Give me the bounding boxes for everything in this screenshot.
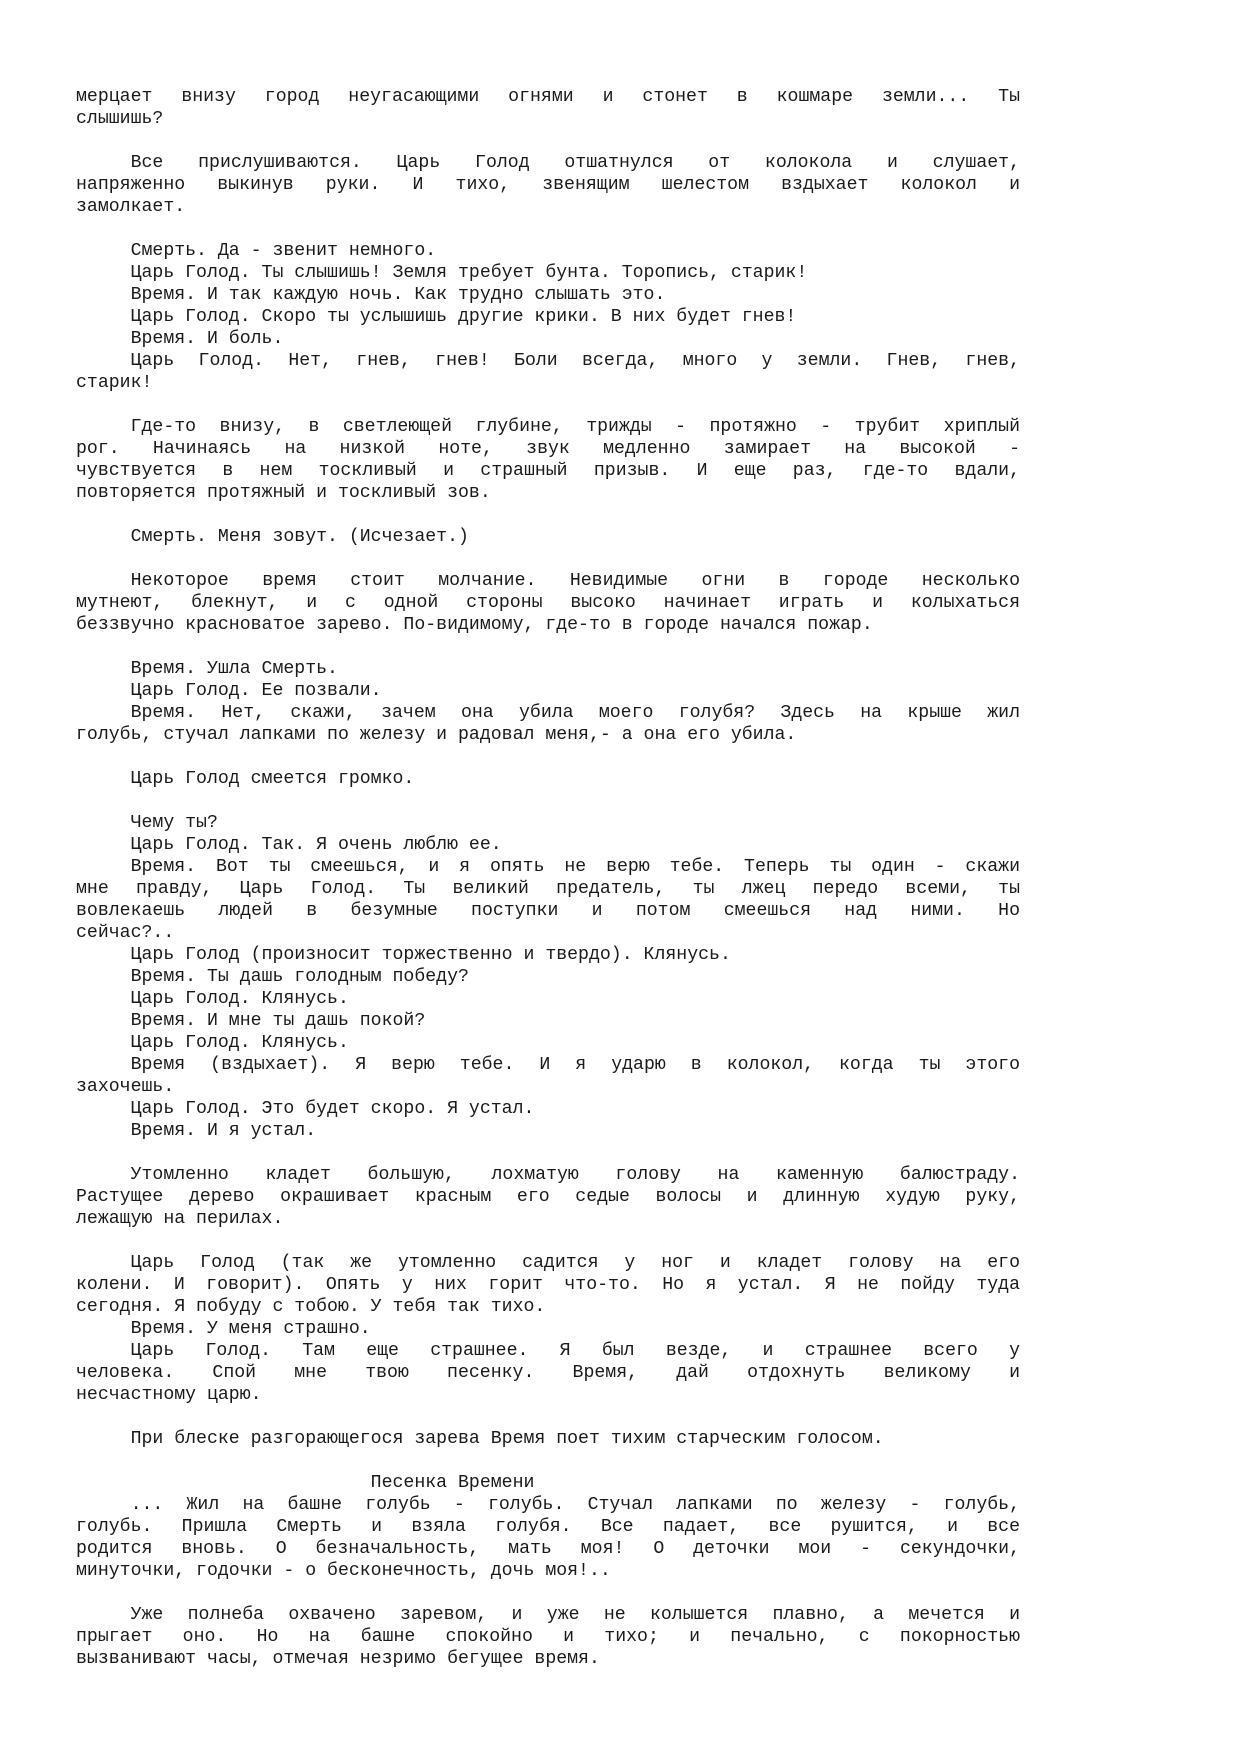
text-line: Время (вздыхает). Я верю тебе. И я ударю в колокол, когда ты этого: [130, 1055, 1020, 1075]
text-line: слышишь?: [76, 109, 164, 129]
text-line: Царь Голод (так же утомленно садится у ног и кладет голову на его: [130, 1253, 1020, 1273]
text-line: Все прислушиваются. Царь Голод отшатнулся от колокола и слушает,: [130, 153, 1020, 173]
text-line: беззвучно красноватое зарево. По-видимому, где-то в городе начался пожар.: [76, 615, 873, 635]
text-line: Царь Голод. Скоро ты услышишь другие крики. В них будет гнев!: [76, 307, 797, 327]
text-line: старик!: [76, 373, 153, 393]
text-line: Время. Ты дашь голодным победу?: [76, 967, 469, 987]
text-line: Смерть. Меня зовут. (Исчезает.): [76, 527, 469, 547]
text-line: Время. Ушла Смерть.: [76, 659, 338, 679]
document-page: [76, 86, 1020, 1670]
text-line: Царь Голод. Это будет скоро. Я устал.: [76, 1099, 535, 1119]
text-line: Время. Нет, скажи, зачем она убила моего голубя? Здесь на крыше жил: [130, 703, 1020, 723]
blank-line: [76, 790, 1020, 812]
text-line: колени. И говорит). Опять у них горит что-то. Но я устал. Я не пойду туда: [76, 1275, 1020, 1295]
text-line: Царь Голод (произносит торжественно и твердо). Клянусь.: [76, 945, 731, 965]
text-line: Царь Голод. Ты слышишь! Земля требует бунта. Торопись, старик!: [76, 263, 808, 283]
text-line: мне правду, Царь Голод. Ты великий предатель, ты лжец передо всеми, ты: [76, 879, 1020, 899]
text-line: Царь Голод смеется громко.: [76, 769, 415, 789]
text-line: Утомленно кладет большую, лохматую голову на каменную балюстраду.: [130, 1165, 1020, 1185]
text-line: повторяется протяжный и тоскливый зов.: [76, 483, 491, 503]
blank-line: [76, 394, 1020, 416]
blank-line: [76, 1230, 1020, 1252]
text-line: Царь Голод. Клянусь.: [76, 989, 349, 1009]
text-line: Время. И мне ты дашь покой?: [76, 1011, 426, 1031]
text-line: мерцает внизу город неугасающими огнями и стонет в кошмаре земли... Ты: [76, 87, 1020, 107]
blank-line: [76, 1142, 1020, 1164]
text-line: Где-то внизу, в светлеющей глубине, трижды - протяжно - трубит хриплый: [130, 417, 1020, 437]
blank-line: [76, 1582, 1020, 1604]
text-line: Растущее дерево окрашивает красным его седые волосы и длинную худую руку,: [76, 1187, 1020, 1207]
blank-line: [76, 1450, 1020, 1472]
text-line: Чему ты?: [76, 813, 218, 833]
blank-line: [76, 636, 1020, 658]
text-line: мутнеют, блекнут, и с одной стороны высоко начинает играть и колыхаться: [76, 593, 1020, 613]
text-line: напряженно выкинув руки. И тихо, звенящим шелестом вздыхает колокол и: [76, 175, 1020, 195]
text-line: сегодня. Я побуду с тобою. У тебя так тихо.: [76, 1297, 546, 1317]
text-line: вызванивают часы, отмечая незримо бегущее время.: [76, 1649, 600, 1669]
text-line: минуточки, годочки - о бесконечность, дочь моя!..: [76, 1561, 611, 1581]
blank-line: [76, 746, 1020, 768]
text-line: Некоторое время стоит молчание. Невидимые огни в городе несколько: [130, 571, 1020, 591]
text-line: голубь, стучал лапками по железу и радовал меня,- а она его убила.: [76, 725, 797, 745]
text-line: Уже полнеба охвачено заревом, и уже не колышется плавно, а мечется и: [130, 1605, 1020, 1625]
text-line: захочешь.: [76, 1077, 175, 1097]
text-line: прыгает оно. Но на башне спокойно и тихо; и печально, с покорностью: [76, 1627, 1020, 1647]
text-line: лежащую на перилах.: [76, 1209, 284, 1229]
blank-line: [76, 1406, 1020, 1428]
text-line: родится вновь. О безначальность, мать моя! О деточки мои - секундочки,: [76, 1539, 1020, 1559]
text-line: вовлекаешь людей в безумные поступки и потом смеешься над ними. Но: [76, 901, 1020, 921]
blank-line: [76, 504, 1020, 526]
text-line: Смерть. Да - звенит немного.: [76, 241, 437, 261]
text-line: Песенка Времени: [76, 1473, 535, 1493]
text-line: Царь Голод. Ее позвали.: [76, 681, 382, 701]
text-line: Время. Вот ты смеешься, и я опять не верю тебе. Теперь ты один - скажи: [130, 857, 1020, 877]
blank-line: [76, 130, 1020, 152]
text-line: Царь Голод. Так. Я очень люблю ее.: [76, 835, 502, 855]
blank-line: [76, 218, 1020, 240]
text-line: Время. И так каждую ночь. Как трудно слышать это.: [76, 285, 666, 305]
text-line: чувствуется в нем тоскливый и страшный призыв. И еще раз, где-то вдали,: [76, 461, 1020, 481]
text-line: замолкает.: [76, 197, 186, 217]
text-line: голубь. Пришла Смерть и взяла голубя. Все падает, все рушится, и все: [76, 1517, 1020, 1537]
text-line: Время. У меня страшно.: [76, 1319, 371, 1339]
text-line: При блеске разгорающегося зарева Время поет тихим старческим голосом.: [76, 1429, 884, 1449]
text-line: человека. Спой мне твою песенку. Время, дай отдохнуть великому и: [76, 1363, 1020, 1383]
text-line: ... Жил на башне голубь - голубь. Стучал лапками по железу - голубь,: [130, 1495, 1020, 1515]
text-line: сейчас?..: [76, 923, 175, 943]
text-line: Время. И боль.: [76, 329, 284, 349]
text-line: Царь Голод. Нет, гнев, гнев! Боли всегда, много у земли. Гнев, гнев,: [130, 351, 1020, 371]
blank-line: [76, 548, 1020, 570]
text-line: рог. Начинаясь на низкой ноте, звук медленно замирает на высокой -: [76, 439, 1020, 459]
text-line: Царь Голод. Там еще страшнее. Я был везде, и страшнее всего у: [130, 1341, 1020, 1361]
text-line: Время. И я устал.: [76, 1121, 317, 1141]
text-line: несчастному царю.: [76, 1385, 262, 1405]
text-line: Царь Голод. Клянусь.: [76, 1033, 349, 1053]
